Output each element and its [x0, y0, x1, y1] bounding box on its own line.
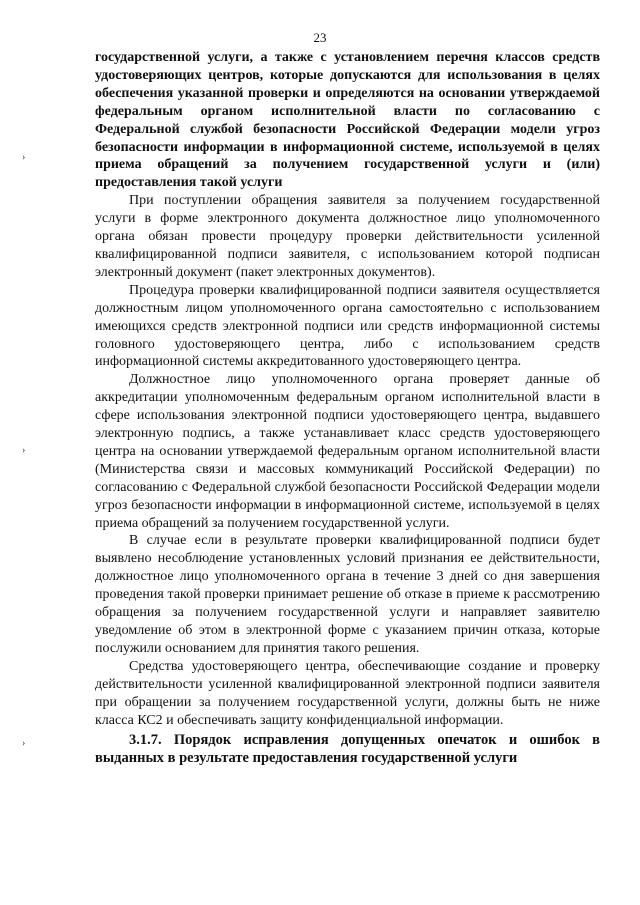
- document-body: [95, 49, 600, 768]
- page-number: 23: [313, 30, 327, 45]
- paragraph: При поступлении обращения заявителя за получением государственной услуги в форме электронного документа должностное лицо уполномоченного органа обязан провести процедуру проверки действительности усиленной квалифицированной подписи заявителя, с использованием которой подписан электронный документ (пакет электронных документов).: [95, 193, 600, 280]
- scan-mark: ›: [22, 152, 26, 163]
- paragraph: Средства удостоверяющего центра, обеспечивающие создание и проверку действительности усиленной квалифицированной электронной подписи заявителя при обращении за получением государственной услуги, должны быть не ниже класса КС2 и обеспечивать защиту конфиденциальной информации.: [95, 658, 600, 728]
- paragraph: Процедура проверки квалифицированной подписи заявителя осуществляется должностным лицом уполномоченного органа самостоятельно с использованием имеющихся средств электронной подписи или средств информационной системы головного удостоверяющего центра, либо с использованием средств информационной системы аккредитованного удостоверяющего центра.: [95, 282, 600, 370]
- scan-mark: ›: [22, 738, 26, 749]
- paragraph: Должностное лицо уполномоченного органа проверяет данные об аккредитации уполномоченным федеральным органом исполнительной власти в сфере использования электронной подписи удостоверяющего центра, выдавшего электронную подпись, а также устанавливает класс средств удостоверяющего центра на основании утверждаемой федеральным органом исполнительной власти (Министерства связи и массовых коммуникаций Российской Федерации) по согласованию с Федеральной службой безопасности Российской Федерации модели угроз безопасности информации в информационной системе, используемой в целях приема обращений за получением государственной услуги.: [95, 372, 600, 531]
- paragraph: В случае если в результате проверки квалифицированной подписи будет выявлено несоблюдение установленных условий признания ее действительности, должностное лицо уполномоченного органа в течение 3 дней со дня завершения проведения такой проверки принимает решение об отказе в приеме к рассмотрению обращения за получением государственной услуги и направляет заявителю уведомление об этом в электронной форме с указанием причин отказа, которые послужили основанием для принятия такого решения.: [95, 533, 600, 656]
- scan-mark: ›: [22, 445, 26, 456]
- section-heading: 3.1.7. Порядок исправления допущенных опечаток и ошибок в выданных в результате предоставления государственной услуги: [95, 732, 600, 767]
- paragraph-bold-continuation: государственной услуги, а также с установлением перечня классов средств удостоверяющих центров, которые допускаются для использования в целях обеспечения указанной проверки и определяются на основании утверждаемой федеральным органом исполнительной власти по согласованию с Федеральной службой безопасности Российской Федерации модели угроз безопасности информации в информационной системе, используемой в целях приема обращений за получением государственной услуги и (или) предоставления такой услуги: [95, 50, 600, 191]
